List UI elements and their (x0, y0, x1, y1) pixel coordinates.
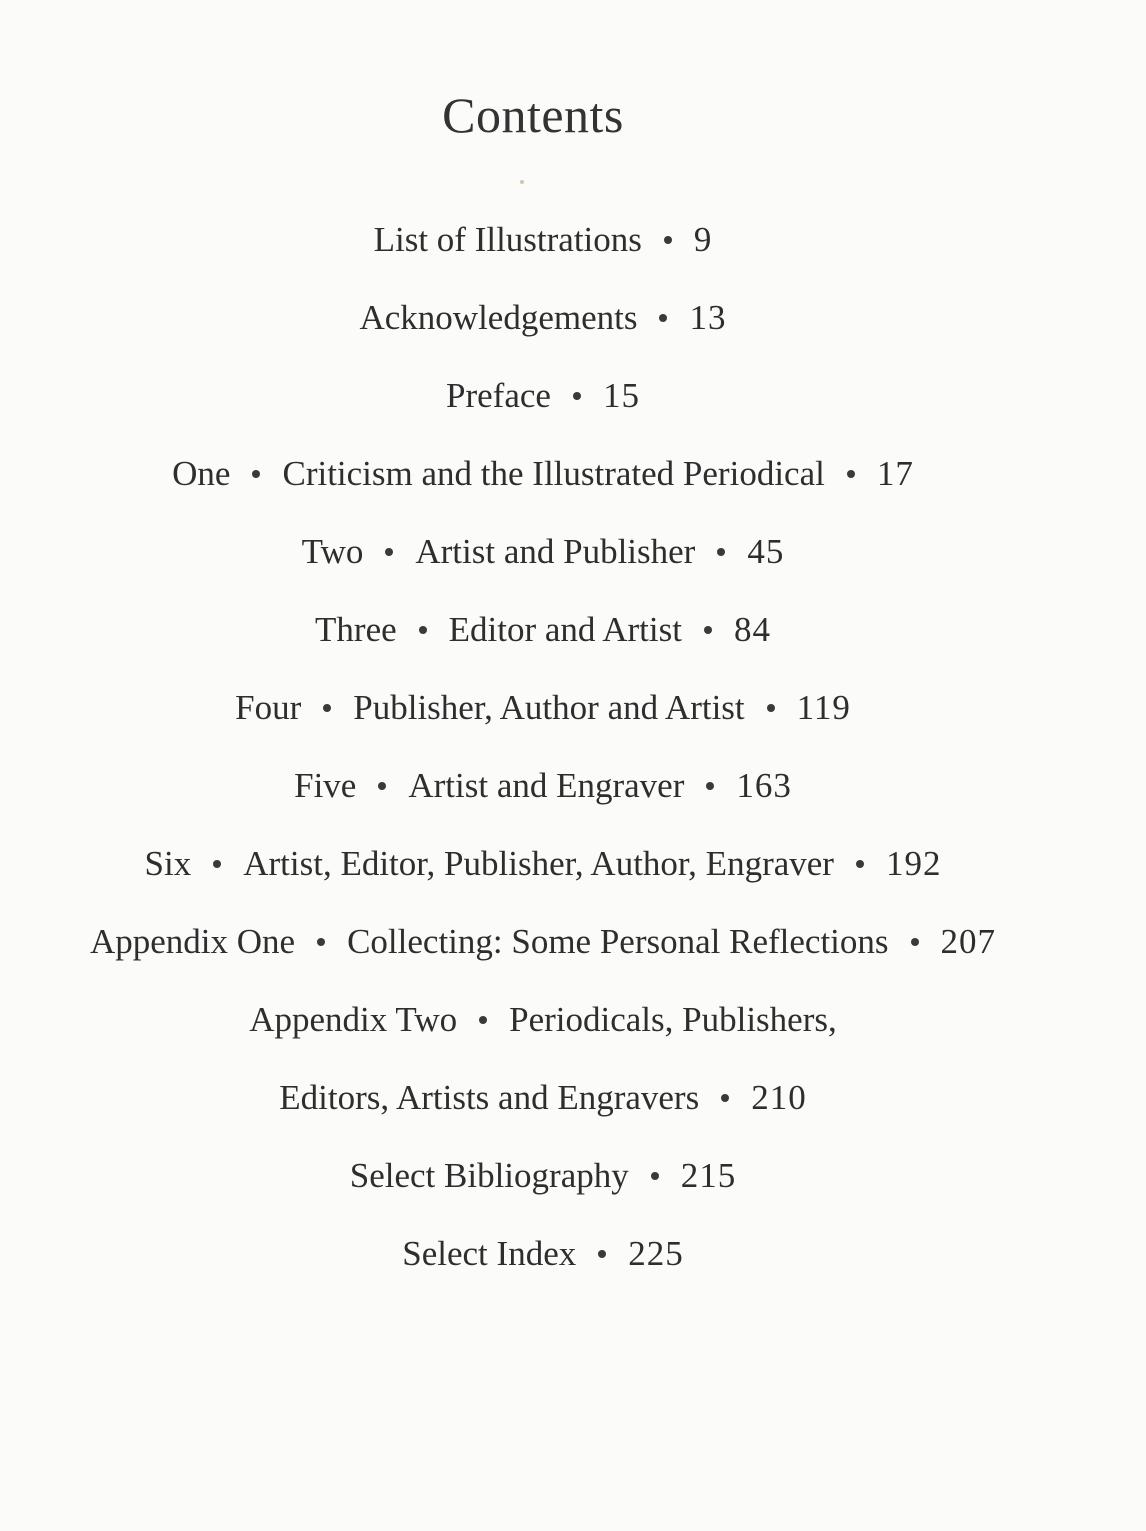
entry-title: Select Bibliography (349, 1156, 629, 1195)
entry-title: Preface (446, 376, 551, 415)
entry-page-number: 215 (680, 1156, 737, 1195)
entry-title: Collecting: Some Personal Reflections (347, 922, 889, 961)
toc-entry-chapter-four (0, 688, 1086, 728)
bullet-separator (252, 470, 260, 478)
toc-entry-appendix-two-continued (0, 1078, 1086, 1118)
entry-page-number: 13 (689, 298, 727, 337)
entry-page-number: 207 (940, 922, 997, 961)
bullet-separator (651, 1172, 659, 1180)
entry-title: Artist, Editor, Publisher, Author, Engraver (243, 844, 834, 883)
entry-page-number: 9 (693, 220, 713, 259)
toc-entry-chapter-five (0, 766, 1086, 806)
toc-entry-select-bibliography (0, 1156, 1086, 1196)
toc-entry-chapter-six (0, 844, 1086, 884)
entry-page-number: 45 (747, 532, 785, 571)
chapter-label: One (172, 454, 231, 493)
toc-entry-preface (0, 376, 1086, 416)
toc-entry-appendix-one (0, 922, 1086, 962)
bullet-separator (479, 1016, 487, 1024)
bullet-separator (704, 626, 712, 634)
bullet-separator (664, 236, 672, 244)
entry-page-number: 119 (796, 688, 851, 727)
entry-title: Criticism and the Illustrated Periodical (282, 454, 825, 493)
toc-entry-acknowledgements (0, 298, 1086, 338)
bullet-separator (767, 704, 775, 712)
bullet-separator (598, 1250, 606, 1258)
entry-title: Artist and Engraver (408, 766, 685, 805)
bullet-separator (659, 314, 667, 322)
toc-entry-list-of-illustrations (0, 220, 1086, 260)
chapter-label: Five (294, 766, 357, 805)
bullet-separator (385, 548, 393, 556)
entry-page-number: 192 (885, 844, 942, 883)
paper-speck (520, 180, 524, 184)
entry-title: Editor and Artist (448, 610, 682, 649)
bullet-separator (213, 860, 221, 868)
entry-title: Acknowledgements (359, 298, 638, 337)
entry-title: Artist and Publisher (415, 532, 696, 571)
toc-entry-chapter-three (0, 610, 1086, 650)
entry-title: Editors, Artists and Engravers (279, 1078, 700, 1117)
page-title: Contents (442, 87, 624, 143)
bullet-separator (721, 1094, 729, 1102)
toc-entry-chapter-two (0, 532, 1086, 572)
bullet-separator (856, 860, 864, 868)
entry-page-number: 225 (628, 1234, 684, 1273)
entry-page-number: 210 (751, 1078, 807, 1117)
entry-page-number: 17 (876, 454, 914, 493)
bullet-separator (317, 938, 325, 946)
entry-title: Select Index (402, 1234, 577, 1273)
entry-page-number: 163 (736, 766, 792, 805)
chapter-label: Two (301, 532, 364, 571)
bullet-separator (706, 782, 714, 790)
toc-entry-appendix-two (0, 1000, 1086, 1040)
entry-title: Periodicals, Publishers, (509, 1000, 837, 1039)
bullet-separator (378, 782, 386, 790)
bullet-separator (573, 392, 581, 400)
entry-title: Publisher, Author and Artist (353, 688, 745, 727)
chapter-label: Six (144, 844, 192, 883)
entry-page-number: 15 (602, 376, 640, 415)
entry-page-number: 84 (733, 610, 771, 649)
bullet-separator (847, 470, 855, 478)
chapter-label: Three (315, 610, 397, 649)
bullet-separator (717, 548, 725, 556)
bullet-separator (419, 626, 427, 634)
bullet-separator (323, 704, 331, 712)
toc-entry-chapter-one (0, 454, 1086, 494)
chapter-label: Appendix One (89, 922, 296, 961)
chapter-label: Appendix Two (249, 1000, 458, 1039)
entry-title: List of Illustrations (373, 220, 642, 259)
bullet-separator (911, 938, 919, 946)
chapter-label: Four (235, 688, 302, 727)
toc-entry-select-index (0, 1234, 1086, 1274)
